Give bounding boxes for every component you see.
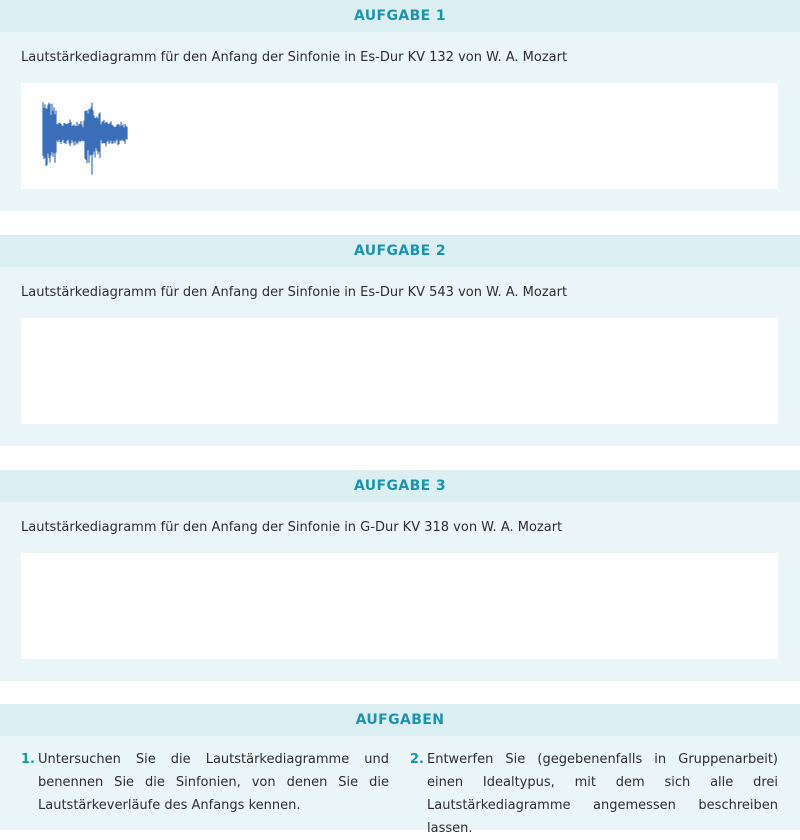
task-text: Untersuchen Sie die Lautstärkediagramme und benennen Sie die Sinfonien, von denen Sie die Lautstärkeverläufe des Anfangs kennen. — [38, 752, 389, 813]
section-heading: AUFGABEN — [0, 704, 800, 736]
section-description: Lautstärkediagramm für den Anfang der Sinfonie in Es-Dur KV 132 von W. A. Mozart — [21, 50, 568, 65]
task-text: Entwerfen Sie (gegebenenfalls in Gruppenarbeit) einen Idealtypus, mit dem sich alle drei Lautstärkediagramme angemessen beschreiben lassen. — [427, 752, 778, 836]
section-aufgaben — [0, 704, 800, 836]
task-item-2 — [410, 748, 778, 836]
section-aufgabe-3 — [0, 470, 800, 681]
section-heading: AUFGABE 3 — [0, 470, 800, 502]
section-heading: AUFGABE 2 — [0, 235, 800, 267]
section-description: Lautstärkediagramm für den Anfang der Sinfonie in G-Dur KV 318 von W. A. Mozart — [21, 520, 563, 535]
volume-waveform — [21, 83, 778, 189]
volume-diagram-box — [21, 553, 778, 659]
section-description: Lautstärkediagramm für den Anfang der Sinfonie in Es-Dur KV 543 von W. A. Mozart — [21, 285, 568, 300]
task-item-1 — [21, 748, 389, 818]
section-aufgabe-1 — [0, 0, 800, 211]
volume-diagram-box — [21, 318, 778, 424]
section-heading: AUFGABE 1 — [0, 0, 800, 32]
section-aufgabe-2 — [0, 235, 800, 446]
volume-diagram-box — [21, 83, 778, 189]
task-number: 1. — [21, 752, 35, 767]
task-number: 2. — [410, 752, 424, 767]
